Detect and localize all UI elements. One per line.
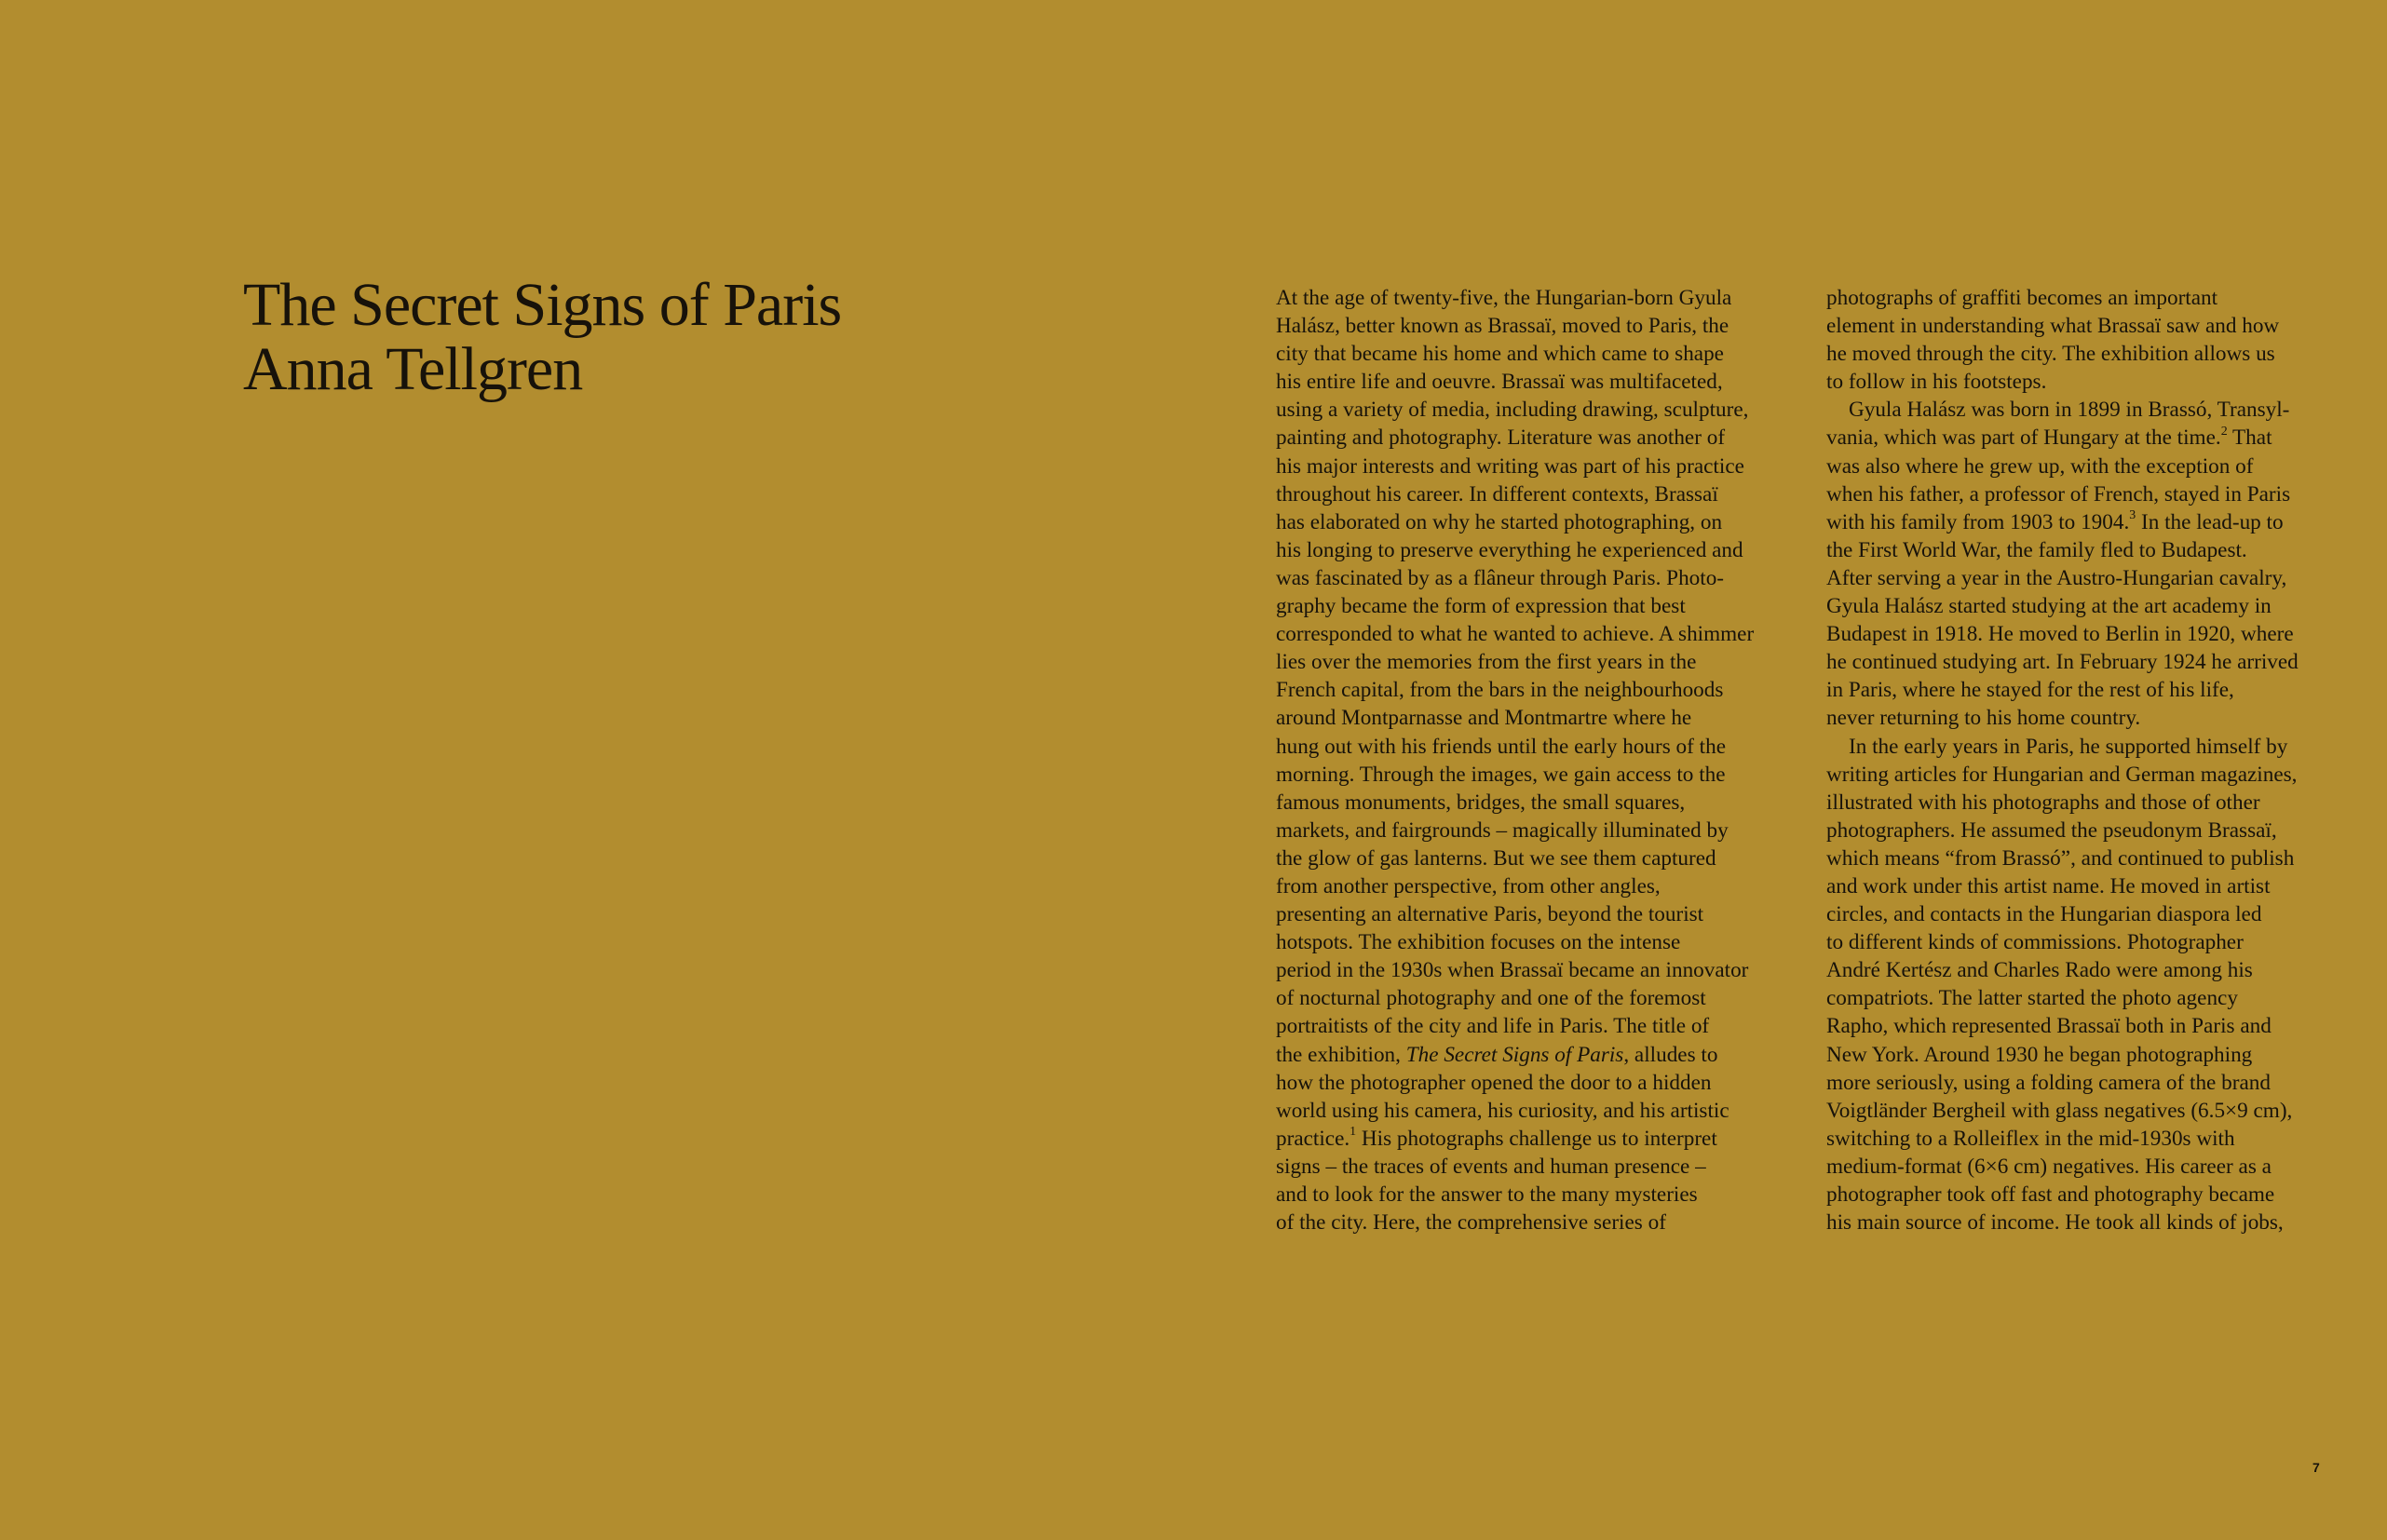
essay-heading (243, 273, 1081, 401)
text-line: corresponded to what he wanted to achieve. A shimmer (1276, 622, 1755, 647)
page-number: 7 (2312, 1460, 2320, 1475)
text-line: New York. Around 1930 he began photographing (1826, 1042, 2253, 1067)
text-run: the exhibition, (1276, 1042, 1406, 1067)
text-line: he moved through the city. The exhibition allows us (1826, 342, 2275, 367)
footnote-marker: 1 (1349, 1125, 1357, 1140)
text-line: has elaborated on why he started photographing, on (1276, 509, 1723, 534)
text-line: his longing to preserve everything he experienced and (1276, 537, 1743, 562)
text-line: element in understanding what Brassaï saw and how (1826, 314, 2280, 339)
text-line: the glow of gas lanterns. But we see them captured (1276, 845, 1716, 871)
text-line: when his father, a professor of French, stayed in Paris (1826, 481, 2291, 507)
italic-title-run: The Secret Signs of Paris (1405, 1042, 1624, 1067)
text-line: world using his camera, his curiosity, and his artistic (1276, 1098, 1729, 1123)
text-line: and work under this artist name. He moved in artist (1826, 873, 2271, 898)
text-line: in Paris, where he stayed for the rest of his life, (1826, 678, 2234, 703)
text-line: from another perspective, from other angles, (1276, 873, 1661, 898)
text-line: Voigtländer Bergheil with glass negatives (6.5×9 cm), (1826, 1098, 2293, 1123)
text-line: city that became his home and which came to shape (1276, 342, 1724, 367)
text-run: vania, which was part of Hungary at the time. (1826, 426, 2221, 451)
text-line: hung out with his friends until the early hours of the (1276, 734, 1726, 759)
text-line: In the early years in Paris, he supported himself by (1849, 734, 2288, 759)
text-line: compatriots. The latter started the photo agency (1826, 986, 2238, 1011)
text-line: of the city. Here, the comprehensive series of (1276, 1210, 1666, 1236)
text-line: was fascinated by as a flâneur through Paris. Photo- (1276, 565, 1725, 590)
text-line: to follow in his footsteps. (1826, 370, 2047, 395)
text-line: Gyula Halász was born in 1899 in Brassó, Transyl- (1849, 398, 2290, 423)
text-line: Budapest in 1918. He moved to Berlin in 1920, where (1826, 622, 2294, 647)
essay-title: The Secret Signs of Paris (243, 271, 842, 339)
footnote-marker: 3 (2129, 508, 2136, 523)
text-line: how the photographer opened the door to a hidden (1276, 1070, 1712, 1095)
text-line: his main source of income. He took all kinds of jobs, (1826, 1210, 2284, 1236)
text-line: portraitists of the city and life in Paris. The title of (1276, 1014, 1710, 1039)
text-line: using a variety of media, including drawing, sculpture, (1276, 398, 1749, 423)
footnote-marker: 2 (2220, 424, 2228, 439)
text-run: , alludes to (1623, 1042, 1718, 1067)
text-line: period in the 1930s when Brassaï became an innovator (1276, 958, 1749, 983)
text-line: of nocturnal photography and one of the foremost (1276, 986, 1706, 1011)
text-line: presenting an alternative Paris, beyond the tourist (1276, 902, 1704, 927)
text-line: photographs of graffiti becomes an important (1826, 286, 2218, 310)
text-line: was also where he grew up, with the exception of (1826, 453, 2254, 479)
text-line: photographer took off fast and photography became (1826, 1182, 2275, 1207)
body-column-right (1826, 284, 2334, 1236)
text-line: signs – the traces of events and human presence – (1276, 1154, 1706, 1179)
text-run: practice. (1276, 1126, 1350, 1151)
text-line (1276, 1041, 1783, 1069)
text-line: Rapho, which represented Brassaï both in Paris and (1826, 1014, 2272, 1039)
text-line: around Montparnasse and Montmartre where he (1276, 706, 1692, 731)
text-line: the First World War, the family fled to Budapest. (1826, 537, 2247, 562)
text-line: French capital, from the bars in the neighbourhoods (1276, 678, 1724, 703)
text-line: hotspots. The exhibition focuses on the intense (1276, 930, 1681, 955)
body-column-left (1276, 284, 1783, 1236)
text-line: writing articles for Hungarian and German magazines, (1826, 762, 2298, 787)
text-line: After serving a year in the Austro-Hungarian cavalry, (1826, 565, 2287, 590)
text-line: switching to a Rolleiflex in the mid-1930s with (1826, 1126, 2235, 1151)
text-line: painting and photography. Literature was another of (1276, 426, 1726, 451)
text-line: never returning to his home country. (1826, 706, 2141, 731)
text-line: his entire life and oeuvre. Brassaï was multifaceted, (1276, 370, 1723, 395)
text-line: lies over the memories from the first years in the (1276, 650, 1697, 675)
text-line: Gyula Halász started studying at the art academy in (1826, 594, 2272, 619)
text-line: At the age of twenty-five, the Hungarian-born Gyula (1276, 286, 1732, 310)
text-run: That (2227, 426, 2272, 451)
text-line: morning. Through the images, we gain access to the (1276, 762, 1726, 787)
text-line (1826, 424, 2334, 452)
text-line: more seriously, using a folding camera of the brand (1826, 1070, 2271, 1095)
text-line: markets, and fairgrounds – magically illuminated by (1276, 817, 1729, 843)
text-line: to different kinds of commissions. Photographer (1826, 930, 2244, 955)
text-line: medium-format (6×6 cm) negatives. His career as a (1826, 1154, 2272, 1179)
text-run: His photographs challenge us to interpret (1356, 1126, 1717, 1151)
text-line: photographers. He assumed the pseudonym Brassaï, (1826, 817, 2277, 843)
text-line: which means “from Brassó”, and continued to publish (1826, 845, 2295, 871)
text-line: illustrated with his photographs and those of other (1826, 790, 2260, 815)
text-line: Halász, better known as Brassaï, moved to Paris, the (1276, 314, 1729, 339)
text-line: André Kertész and Charles Rado were among his (1826, 958, 2253, 983)
text-line: he continued studying art. In February 1924 he arrived (1826, 650, 2299, 675)
text-line (1276, 1125, 1783, 1153)
text-line (1826, 508, 2334, 536)
text-line: his major interests and writing was part of his practice (1276, 453, 1744, 479)
text-line: throughout his career. In different contexts, Brassaï (1276, 481, 1718, 507)
text-line: famous monuments, bridges, the small squares, (1276, 790, 1686, 815)
text-line: circles, and contacts in the Hungarian diaspora led (1826, 902, 2262, 927)
text-run: In the lead-up to (2136, 509, 2284, 534)
text-line: graphy became the form of expression that best (1276, 594, 1686, 619)
text-line: and to look for the answer to the many mysteries (1276, 1182, 1698, 1207)
text-run: with his family from 1903 to 1904. (1826, 509, 2130, 534)
essay-author: Anna Tellgren (243, 335, 583, 403)
